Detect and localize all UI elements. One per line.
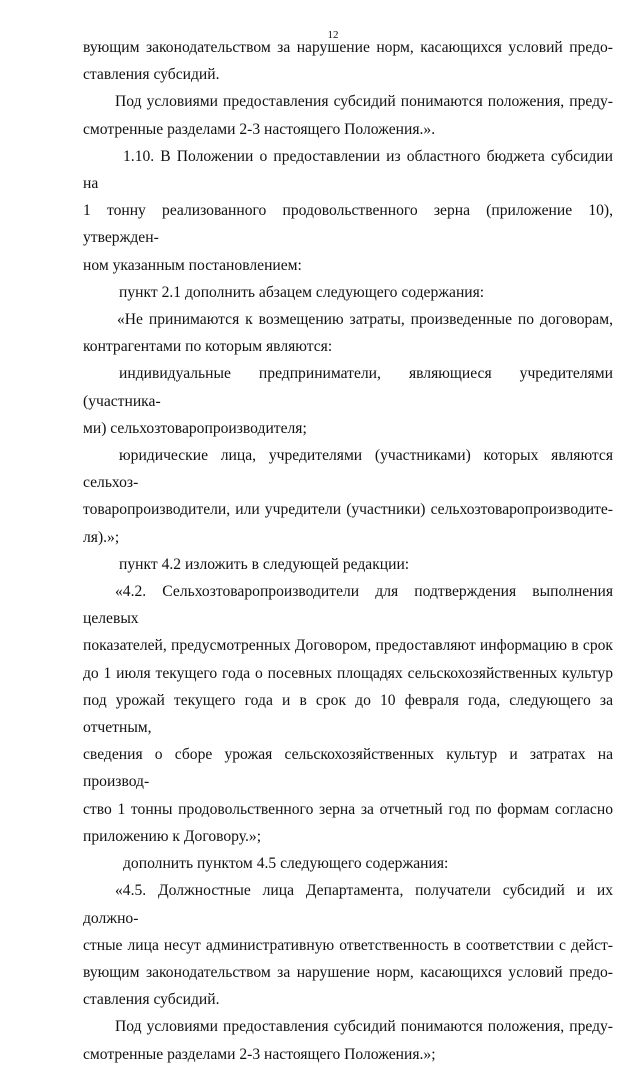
text-line: дополнить пунктом 4.5 следующего содержания: xyxy=(123,855,449,873)
text-line: вующим законодательством за нарушение норм, касающихся условий предо- xyxy=(83,39,613,56)
text-line: до 1 июля текущего года о посевных площадях сельскохозяйственных культур xyxy=(83,664,613,682)
text-line: ство 1 тонны продовольственного зерна за отчетный год по формам согласно xyxy=(83,800,613,818)
text-line: вующим законодательством за нарушение норм, касающихся условий предо- xyxy=(83,963,613,981)
text-line: контрагентами по которым являются: xyxy=(83,338,333,356)
text-line: индивидуальные предприниматели, являющиеся учредителями (участника- xyxy=(83,365,613,410)
text-line: ставления субсидий. xyxy=(83,66,220,84)
text-line: 1.10. В Положении о предоставлении из областного бюджета субсидии на xyxy=(83,147,613,193)
text-line: стные лица несут административную ответственность в соответствии с дейст- xyxy=(83,936,613,954)
text-line: «4.2. Сельхозтоваропроизводители для подтверждения выполнения целевых xyxy=(83,583,613,628)
text-line: Под условиями предоставления субсидий понимаются положения, преду- xyxy=(115,93,613,111)
text-line: сведения о сборе урожая сельскохозяйственных культур и затратах на производ- xyxy=(83,746,613,791)
text-line: пункт 4.2 изложить в следующей редакции: xyxy=(119,555,410,573)
paragraph-quote-4-2 xyxy=(83,578,613,850)
paragraph-quote-4-5 xyxy=(83,877,613,1013)
text-line: смотренные разделами 2-3 настоящего Положения.»; xyxy=(83,1045,436,1063)
paragraph-quote-expenses xyxy=(83,306,613,360)
text-line: Под условиями предоставления субсидий понимаются положения, преду- xyxy=(115,1018,613,1036)
text-line: ля).»; xyxy=(83,528,120,546)
text-line: показателей, предусмотренных Договором, предоставляют информацию в срок xyxy=(83,637,613,655)
text-line: товаропроизводители, или учредители (участники) сельхозтоваропроизводите- xyxy=(83,501,613,519)
text-line: под урожай текущего года и в срок до 10 февраля года, следующего за отчетным, xyxy=(83,691,613,737)
text-line: «Не принимаются к возмещению затраты, произведенные по договорам, xyxy=(117,311,613,329)
document-body xyxy=(83,34,613,1068)
text-line: смотренные разделами 2-3 настоящего Положения.». xyxy=(83,120,436,138)
text-line: пункт 2.1 дополнить абзацем следующего содержания: xyxy=(119,283,485,301)
paragraph-conditions-definition xyxy=(83,88,613,142)
text-line: приложению к Договору.»; xyxy=(83,827,262,845)
paragraph-individual-entrepreneurs xyxy=(83,360,613,442)
text-line: юридические лица, учредителями (участниками) которых являются сельхоз- xyxy=(83,447,613,492)
text-line: ном указанным постановлением: xyxy=(83,256,302,274)
text-line: ми) сельхозтоваропроизводителя; xyxy=(83,419,307,437)
paragraph-continuation xyxy=(83,34,613,88)
paragraph-clause-2-1 xyxy=(83,279,613,306)
paragraph-item-1-10 xyxy=(83,143,613,279)
paragraph-conditions-definition-2 xyxy=(83,1013,613,1067)
paragraph-add-clause-4-5 xyxy=(83,850,613,877)
page-number: 12 xyxy=(327,29,339,41)
text-line: ставления субсидий. xyxy=(83,991,220,1009)
paragraph-legal-entities xyxy=(83,442,613,551)
text-line: «4.5. Должностные лица Департамента, получатели субсидий и их должно- xyxy=(83,882,613,927)
text-line: 1 тонну реализованного продовольственного зерна (приложение 10), утвержден- xyxy=(83,202,613,247)
paragraph-clause-4-2 xyxy=(83,551,613,578)
